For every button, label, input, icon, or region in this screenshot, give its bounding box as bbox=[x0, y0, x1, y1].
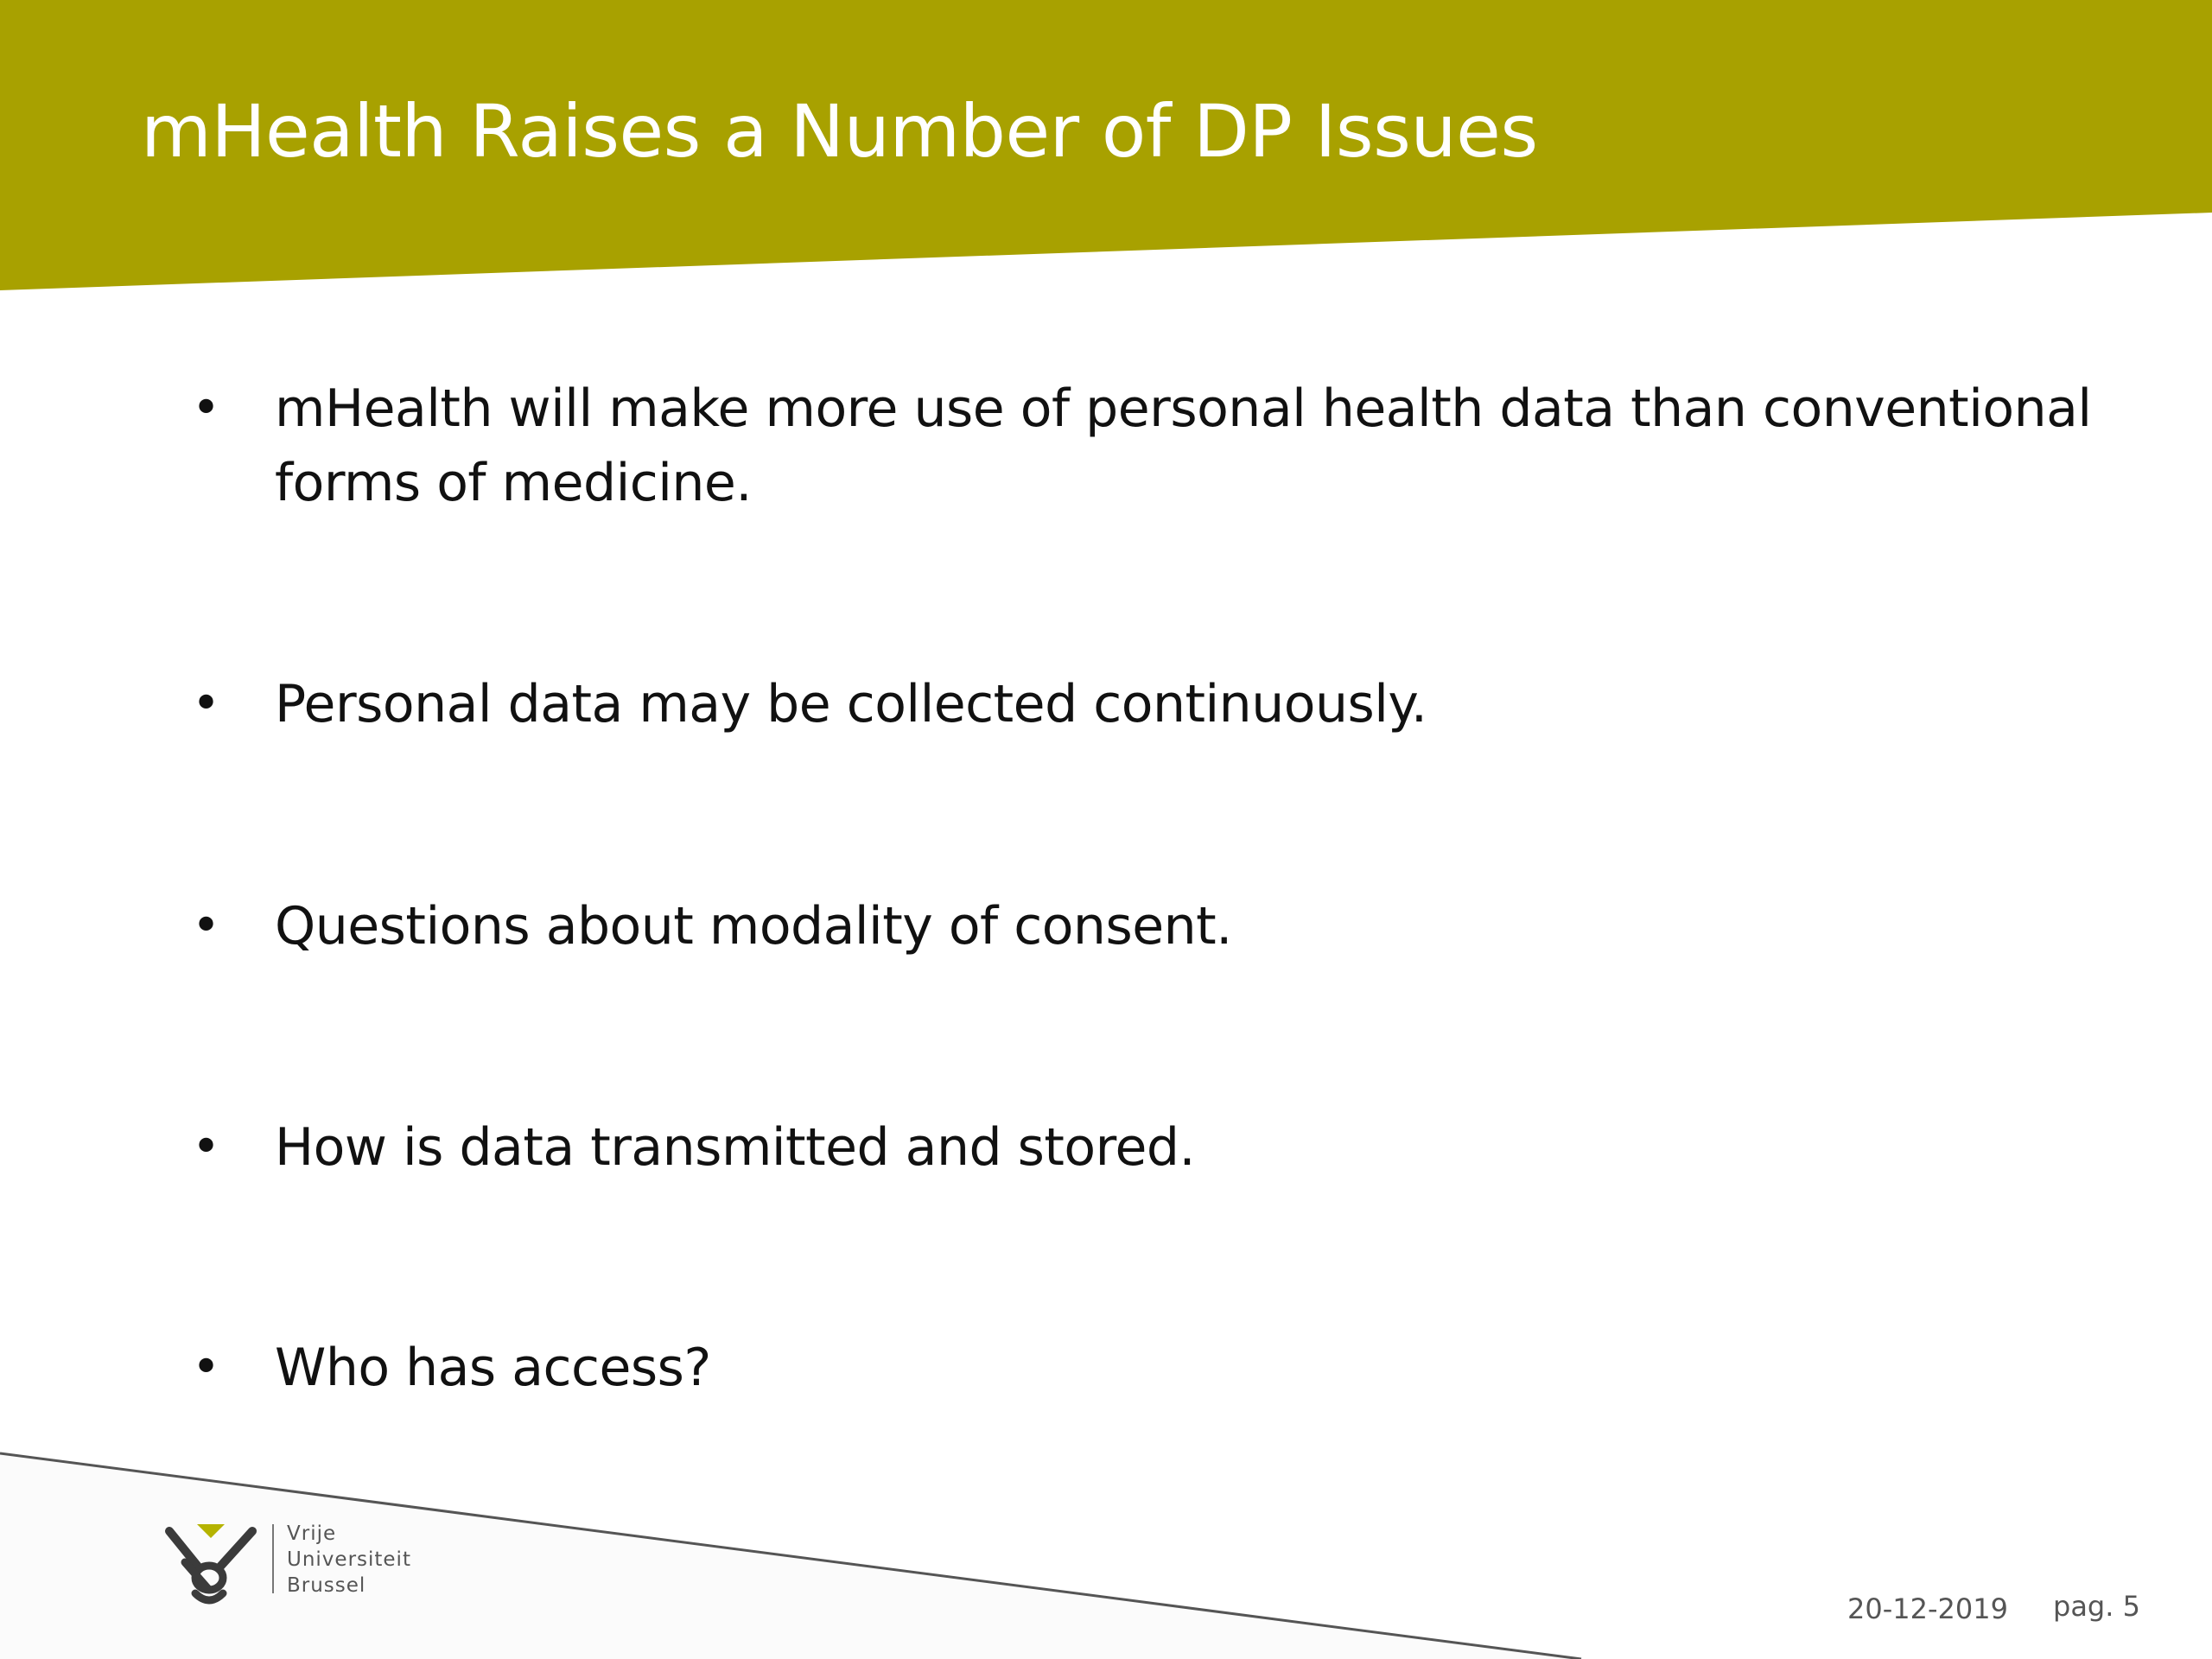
bullet-marker: • bbox=[192, 1119, 220, 1175]
bullet-text: Who has access? bbox=[275, 1338, 711, 1398]
slide-title: mHealth Raises a Number of DP Issues bbox=[141, 89, 1538, 174]
bullet-text: Personal data may be collected continuously. bbox=[275, 674, 1427, 734]
bullet-item bbox=[192, 1331, 2098, 1405]
footer-date: 20-12-2019 bbox=[1847, 1592, 2008, 1625]
bullet-marker: • bbox=[192, 1339, 220, 1395]
bullet-text: How is data transmitted and stored. bbox=[275, 1117, 1196, 1178]
bullet-item bbox=[192, 889, 2098, 963]
university-name-line1: Vrije bbox=[287, 1522, 337, 1545]
logo-divider bbox=[272, 1524, 274, 1593]
bullet-marker: • bbox=[192, 676, 220, 732]
bullet-item bbox=[192, 1110, 2098, 1185]
university-name-line3: Brussel bbox=[287, 1574, 366, 1597]
university-name bbox=[287, 1521, 411, 1599]
bullet-marker: • bbox=[192, 898, 220, 954]
bullet-marker: • bbox=[192, 380, 220, 436]
bullet-item bbox=[192, 372, 2098, 520]
page-number: pag. 5 bbox=[2053, 1590, 2140, 1623]
university-logo-icon bbox=[164, 1521, 268, 1607]
bullet-text: Questions about modality of consent. bbox=[275, 896, 1232, 957]
bullet-item bbox=[192, 667, 2098, 741]
university-name-line2: Universiteit bbox=[287, 1548, 411, 1571]
bullet-text: mHealth will make more use of personal health data than conventional forms of medicine. bbox=[275, 378, 2092, 513]
